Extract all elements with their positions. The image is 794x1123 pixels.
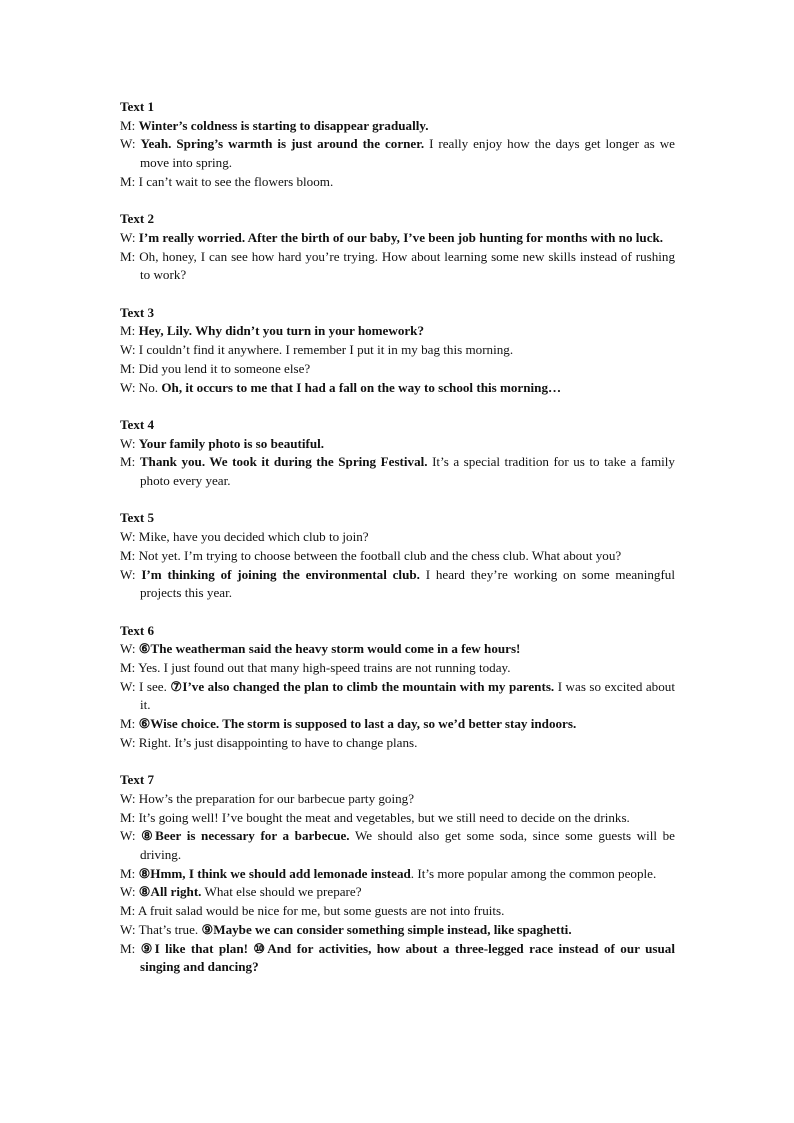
dialogue-line — [120, 379, 675, 398]
dialogue-line — [120, 173, 675, 192]
section-text-6 — [120, 622, 675, 753]
dialogue-line — [120, 229, 675, 248]
dialogue-text: Oh, honey, I can see how hard you’re trying. How about learning some new skills instead of rushing to work? — [139, 248, 675, 283]
bold-text: ⑨I like that plan! ⑩And for activities, how about a three-legged race instead of our usual singing and dancing? — [140, 940, 675, 975]
dialogue-line — [120, 547, 675, 566]
bold-text: Winter’s coldness is starting to disappear gradually. — [138, 117, 429, 133]
dialogue-line — [120, 117, 675, 136]
dialogue-text: Did you lend it to someone else? — [138, 360, 311, 376]
speaker-label: W: — [120, 566, 142, 582]
section-text-1 — [120, 98, 675, 192]
dialogue-line — [120, 940, 675, 977]
dialogue-text: Mike, have you decided which club to join? — [138, 529, 369, 545]
bold-text: ⑥Wise choice. The storm is supposed to last a day, so we’d better stay indoors. — [138, 716, 577, 732]
section-title: Text 1 — [120, 99, 155, 114]
bold-text: Oh, it occurs to me that I had a fall on the way to school this morning… — [161, 379, 562, 395]
bold-text: Your family photo is so beautiful. — [138, 435, 325, 451]
speaker-label: M: — [120, 903, 138, 919]
speaker-label: M: — [120, 547, 139, 563]
dialogue-text: I heard they’re working on some meaningful projects this year. — [140, 566, 675, 601]
bold-text: Hey, Lily. Why didn’t you turn in your homework? — [138, 323, 425, 339]
dialogue-text: I couldn’t find it anywhere. I remember I put it in my bag this morning. — [138, 342, 514, 358]
speaker-label: W: — [120, 136, 141, 152]
section-title: Text 6 — [120, 622, 155, 638]
dialogue-text: Not yet. I’m trying to choose between the football club and the chess club. What about you? — [138, 547, 622, 563]
dialogue-line — [120, 453, 675, 490]
dialogue-line — [120, 640, 675, 659]
speaker-label: W: — [120, 734, 139, 750]
section-text-2 — [120, 210, 675, 285]
dialogue-line — [120, 809, 675, 828]
dialogue-line — [120, 790, 675, 809]
speaker-label: W: — [120, 379, 139, 395]
section-text-7 — [120, 771, 675, 977]
speaker-label: M: — [120, 809, 139, 825]
section-title: Text 7 — [120, 772, 155, 788]
dialogue-text: We should also get some soda, since some guests will be driving. — [140, 828, 675, 863]
speaker-label: W: — [120, 529, 139, 545]
dialogue-line — [120, 135, 675, 172]
dialogue-line — [120, 435, 675, 454]
dialogue-text: I was so excited about it. — [140, 678, 675, 713]
speaker-label: W: — [120, 435, 139, 451]
dialogue-text: I really enjoy how the days get longer as we move into spring. — [140, 136, 675, 171]
dialogue-text: It’s a special tradition for us to take a family photo every year. — [140, 454, 675, 489]
speaker-label: W: — [120, 790, 139, 806]
dialogue-text: No. — [138, 379, 162, 395]
speaker-label: W: — [120, 828, 142, 844]
dialogue-line — [120, 715, 675, 734]
dialogue-text: I can’t wait to see the flowers bloom. — [138, 173, 334, 189]
dialogue-line — [120, 659, 675, 678]
bold-text: ⑧Hmm, I think we should add lemonade instead — [138, 865, 411, 881]
speaker-label: M: — [120, 173, 139, 189]
section-title: Text 3 — [120, 304, 155, 320]
section-title: Text 4 — [120, 416, 155, 432]
speaker-label: M: — [120, 248, 140, 264]
dialogue-text: How’s the preparation for our barbecue party going? — [138, 790, 415, 806]
speaker-label: M: — [120, 660, 139, 676]
section-text-4 — [120, 416, 675, 491]
speaker-label: W: — [120, 678, 140, 694]
dialogue-line — [120, 865, 675, 884]
dialogue-line — [120, 360, 675, 379]
speaker-label: M: — [120, 716, 139, 732]
dialogue-line — [120, 528, 675, 547]
speaker-label: W: — [120, 342, 139, 358]
dialogue-line — [120, 678, 675, 715]
dialogue-line — [120, 341, 675, 360]
speaker-label: M: — [120, 454, 140, 470]
dialogue-text: A fruit salad would be nice for me, but some guests are not into fruits. — [137, 903, 505, 919]
bold-text: ⑦I’ve also changed the plan to climb the mountain with my parents. — [170, 678, 555, 694]
speaker-label: M: — [120, 117, 139, 133]
bold-text: Yeah. Spring’s warmth is just around the corner. — [140, 136, 425, 152]
bold-text: Thank you. We took it during the Spring Festival. — [139, 454, 428, 470]
dialogue-line — [120, 883, 675, 902]
dialogue-text: I see. — [139, 678, 171, 694]
dialogue-line — [120, 322, 675, 341]
dialogue-line — [120, 827, 675, 864]
bold-text: I’m really worried. After the birth of our baby, I’ve been job hunting for months with no luck. — [138, 229, 664, 245]
speaker-label: M: — [120, 360, 139, 376]
speaker-label: W: — [120, 229, 139, 245]
speaker-label: W: — [120, 921, 139, 937]
section-title: Text 5 — [120, 510, 155, 526]
dialogue-line — [120, 734, 675, 753]
dialogue-line — [120, 248, 675, 285]
speaker-label: M: — [120, 940, 141, 956]
bold-text: ⑨Maybe we can consider something simple instead, like spaghetti. — [201, 921, 572, 937]
dialogue-line — [120, 902, 675, 921]
transcript-page — [120, 98, 675, 996]
dialogue-line — [120, 566, 675, 603]
speaker-label: M: — [120, 865, 139, 881]
dialogue-text: Right. It’s just disappointing to have to change plans. — [138, 734, 418, 750]
dialogue-text: That’s true. — [138, 921, 202, 937]
section-text-3 — [120, 304, 675, 398]
bold-text: ⑥The weatherman said the heavy storm would come in a few hours! — [138, 641, 521, 657]
section-title: Text 2 — [120, 211, 155, 227]
dialogue-text: It’s going well! I’ve bought the meat and vegetables, but we still need to decide on the drinks. — [138, 809, 630, 825]
speaker-label: W: — [120, 641, 139, 657]
speaker-label: W: — [120, 884, 139, 900]
bold-text: I’m thinking of joining the environmental club. — [141, 566, 420, 582]
dialogue-text: What else should we prepare? — [201, 884, 362, 900]
bold-text: ⑧Beer is necessary for a barbecue. — [141, 828, 350, 844]
bold-text: ⑧All right. — [138, 884, 202, 900]
speaker-label: M: — [120, 323, 139, 339]
dialogue-text: . It’s more popular among the common people. — [410, 865, 657, 881]
dialogue-line — [120, 921, 675, 940]
dialogue-text: Yes. I just found out that many high-speed trains are not running today. — [138, 660, 511, 676]
section-text-5 — [120, 509, 675, 603]
